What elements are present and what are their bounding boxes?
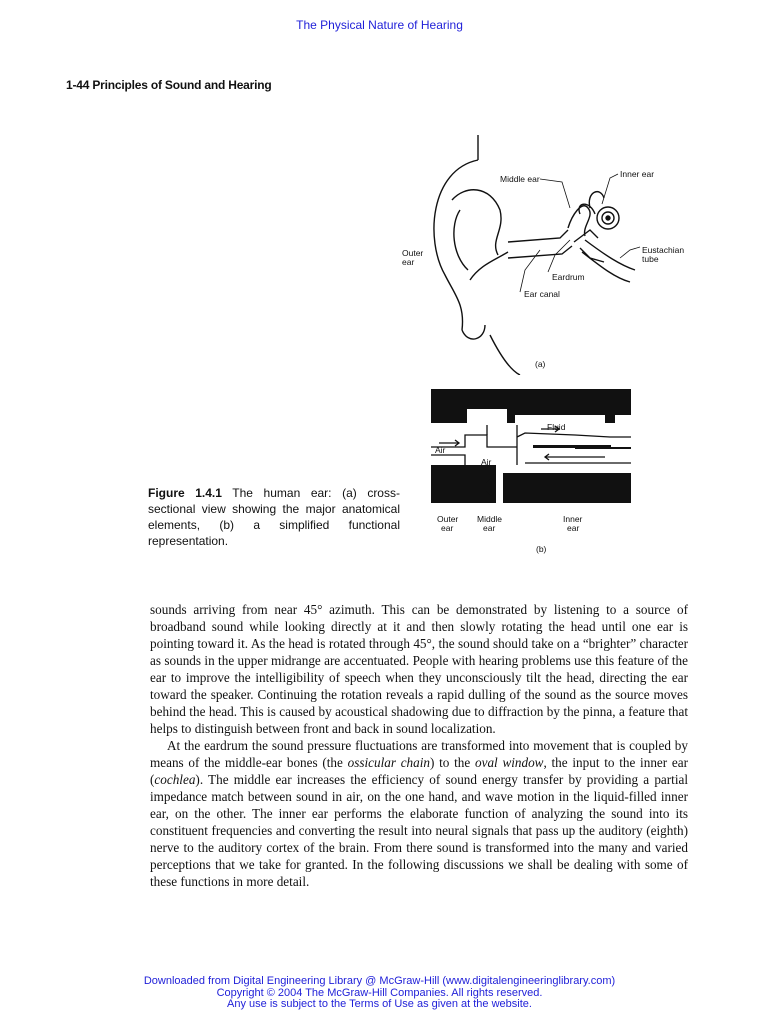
footer-copyright[interactable]: Copyright © 2004 The McGraw-Hill Companies. All rights reserved. — [216, 986, 543, 999]
label-middle-ear: Middle ear — [500, 174, 540, 184]
footer-terms[interactable]: Any use is subject to the Terms of Use as given at the website. — [227, 998, 532, 1010]
label-outer-b-2: ear — [441, 523, 454, 533]
chapter-link[interactable]: The Physical Nature of Hearing — [296, 18, 463, 32]
footer-download-link[interactable]: Downloaded from Digital Engineering Library @ McGraw-Hill (www.digitalengineeringlibrary.com) — [143, 975, 616, 987]
label-eustachian-1: Eustachian — [642, 245, 685, 255]
label-eustachian-2: tube — [642, 254, 659, 264]
block-bottom-left — [431, 465, 496, 503]
label-air-left: Air — [435, 445, 446, 455]
block-bottom-right — [503, 473, 631, 503]
figure-caption — [148, 485, 400, 549]
figure-a-tag: (a) — [535, 359, 546, 369]
label-middle-b-1: Middle — [477, 514, 503, 524]
label-fluid: Fluid — [547, 422, 566, 432]
body-text — [150, 601, 688, 890]
figure-a-ear-cross-section — [390, 130, 700, 375]
figure-caption-text: The human ear: (a) cross-sectional view showing the major anatomical elements, (b) a simplified functional representation. — [148, 486, 400, 548]
label-inner-b-2: ear — [567, 523, 580, 533]
term-cochlea: cochlea — [154, 772, 196, 787]
label-outer-ear-1: Outer — [402, 248, 424, 258]
paragraph-2: At the eardrum the sound pressure fluctuations are transformed into movement that is coupled by means of the middle-ear bones (the ossicular chain) to the oval window, the input to the inner ear (cochlea). The middle ear increases the efficiency of sound energy transfer by providing a partial impedance match between sound in air, on the one hand, and wave motion in the liquid-filled inner ear, on the other. The inner ear performs the elaborate function of analyzing the sound into its constituent frequencies and converting the result into neural signals that pass up the auditory (eighth) nerve to the auditory cortex of the brain. From there sound is transformed into the many and varied perceptions that we take for granted. In the following discussions we shall be dealing with some of these functions in more detail. — [150, 738, 688, 889]
label-ear-canal: Ear canal — [524, 289, 560, 299]
label-inner-b-1: Inner — [563, 514, 583, 524]
label-inner-ear: Inner ear — [620, 169, 655, 179]
label-eardrum: Eardrum — [552, 272, 585, 282]
figure-b-functional-diagram — [425, 385, 640, 560]
section-title: 1-44 Principles of Sound and Hearing — [66, 78, 272, 92]
term-ossicular-chain: ossicular chain — [347, 755, 431, 770]
footer — [0, 976, 759, 1011]
label-middle-b-2: ear — [483, 523, 496, 533]
figure-number: Figure 1.4.1 — [148, 486, 222, 500]
figure-b-tag: (b) — [536, 544, 547, 554]
term-oval-window: oval window — [475, 755, 544, 770]
paragraph-1: sounds arriving from near 45° azimuth. This can be demonstrated by listening to a source of broadband sound while looking directly at it and then slowly rotating the head until one ear is pointing toward it. As the head is rotated through 45°, the sound should take on a “brighter” character as sounds in the upper midrange are accentuated. People with hearing problems use this feature of the ear to improve the intelligibility of speech when they unconsciously tilt the head, directing the ear toward the speaker. Continuing the rotation reveals a rapid dulling of the sound as the source moves behind the head. This is caused by acoustical shadowing due to diffraction by the pinna, a feature that helps to distinguish between front and back in sound localization. — [150, 602, 688, 736]
label-air-mid: Air — [481, 457, 492, 467]
label-outer-ear-2: ear — [402, 257, 415, 267]
label-outer-b-1: Outer — [437, 514, 459, 524]
